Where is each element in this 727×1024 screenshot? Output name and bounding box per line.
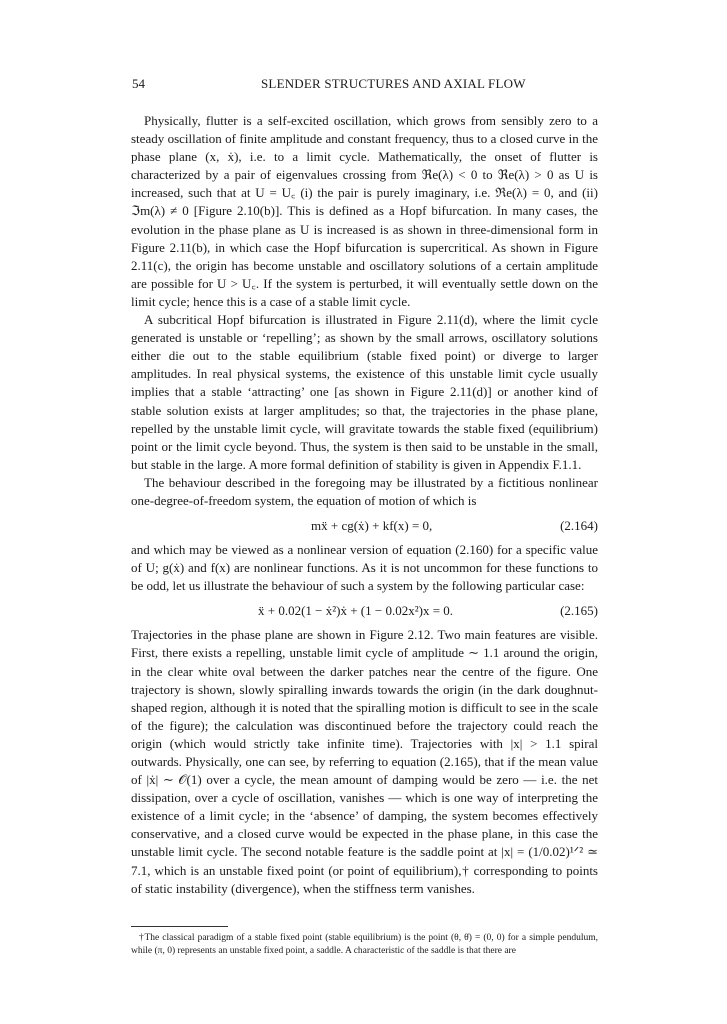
- paragraph-subcritical-hopf: A subcritical Hopf bifurcation is illustrated in Figure 2.11(d), where the limit cycle generated is unstable or ‘repelling’; as shown by the small arrows, oscillatory solutions either die out to the stable equilibrium (stable fixed point) or diverge to larger amplitudes. In real physical systems, the existence of this unstable limit cycle usually implies that a stable ‘attracting’ one [as shown in Figure 2.11(d)] or another kind of stable solution exists at larger amplitudes; so that, the trajectories in the phase plane, repelled by the unstable limit cycle, will gravitate towards the stable fixed (equilibrium) point or the limit cycle beyond. Thus, the system is then said to be unstable in the small, but stable in the large. A more formal definition of stability is given in Appendix F.1.1.: [131, 312, 598, 472]
- equation-2-165: [131, 599, 598, 623]
- equation-2-164: [131, 514, 598, 538]
- equation-number: (2.164): [560, 518, 598, 534]
- paragraph-nonlinear-version: and which may be viewed as a nonlinear version of equation (2.160) for a specific value of U; g(ẋ) and f(x) are nonlinear functions. As it is not uncommon for these functions to be odd, let us illustrate the behaviour of such a system by the following particular case:: [131, 542, 598, 594]
- paragraph-phase-plane-trajectories: Trajectories in the phase plane are shown in Figure 2.12. Two main features are visible. First, there exists a repelling, unstable limit cycle of amplitude ∼ 1.1 around the origin, in the clear white oval between the darker patches near the centre of the figure. One trajectory is shown, slowly spiralling inwards towards the origin (in the dark doughnut-shaped region, although it is noted that the spiralling motion is difficult to see in the scale of the figure); the calculation was discontinued before the trajectory could reach the origin (which would strictly take infinite time). Trajectories with |x| > 1.1 spiral outwards. Physically, one can see, by referring to equation (2.165), that if the mean value of |ẋ| ∼ 𝒪(1) over a cycle, the mean amount of damping would be zero — i.e. the net dissipation, over a cycle of oscillation, vanishes — which is one way of interpreting the existence of a limit cycle; in the ‘absence’ of damping, the system becomes effectively conservative, and a closed curve would be expected in the phase plane, in this case the unstable limit cycle. The second notable feature is the saddle point at |x| = (1/0.02)¹ᐟ² ≃ 7.1, which is an unstable fixed point (or point of equilibrium),† corresponding to points of static instability (divergence), when the stiffness term vanishes.: [131, 627, 598, 896]
- footnote: [131, 932, 598, 958]
- main-text: [131, 112, 598, 898]
- paragraph-fictitious-system: The behaviour described in the foregoing may be illustrated by a fictitious nonlinear one-degree-of-freedom system, the equation of motion of which is: [131, 474, 598, 508]
- equation-expression: mẍ + cg(ẋ) + kf(x) = 0,: [311, 518, 433, 534]
- footnote-text: †The classical paradigm of a stable fixed point (stable equilibrium) is the point (θ, θ̇) = (0, 0) for a simple pendulum, while (π, 0) represents an unstable fixed point, a saddle. A characteristic of the saddle is that there are: [131, 933, 598, 956]
- footnote-divider: [131, 926, 228, 927]
- page-number: 54: [132, 76, 145, 91]
- paragraph-flutter-limit-cycle: Physically, flutter is a self-excited oscillation, which grows from sensibly zero to a steady oscillation of finite amplitude and constant frequency, thus to a closed curve in the phase plane (x, ẋ), i.e. to a limit cycle. Mathematically, the onset of flutter is characterized by a pair of eigenvalues crossing from ℜe(λ) < 0 to ℜe(λ) > 0 as U is increased, such that at U = U꜀ (i) the pair is purely imaginary, i.e. ℜe(λ) = 0, and (ii) ℑm(λ) ≠ 0 [Figure 2.10(b)]. This is defined as a Hopf bifurcation. In many cases, the evolution in the phase plane as U is increased is as shown in three-dimensional form in Figure 2.11(b), in which case the Hopf bifurcation is supercritical. As shown in Figure 2.11(c), the origin has become unstable and oscillatory solutions of a certain amplitude are possible for U > U꜀. If the system is perturbed, it will eventually settle down on the limit cycle; hence this is a case of a stable limit cycle.: [131, 113, 598, 309]
- equation-number: (2.165): [560, 603, 598, 619]
- running-head: SLENDER STRUCTURES AND AXIAL FLOW: [261, 76, 526, 91]
- page-header: [0, 76, 727, 96]
- equation-expression: ẍ + 0.02(1 − ẋ²)ẋ + (1 − 0.02x²)x = 0.: [258, 603, 454, 619]
